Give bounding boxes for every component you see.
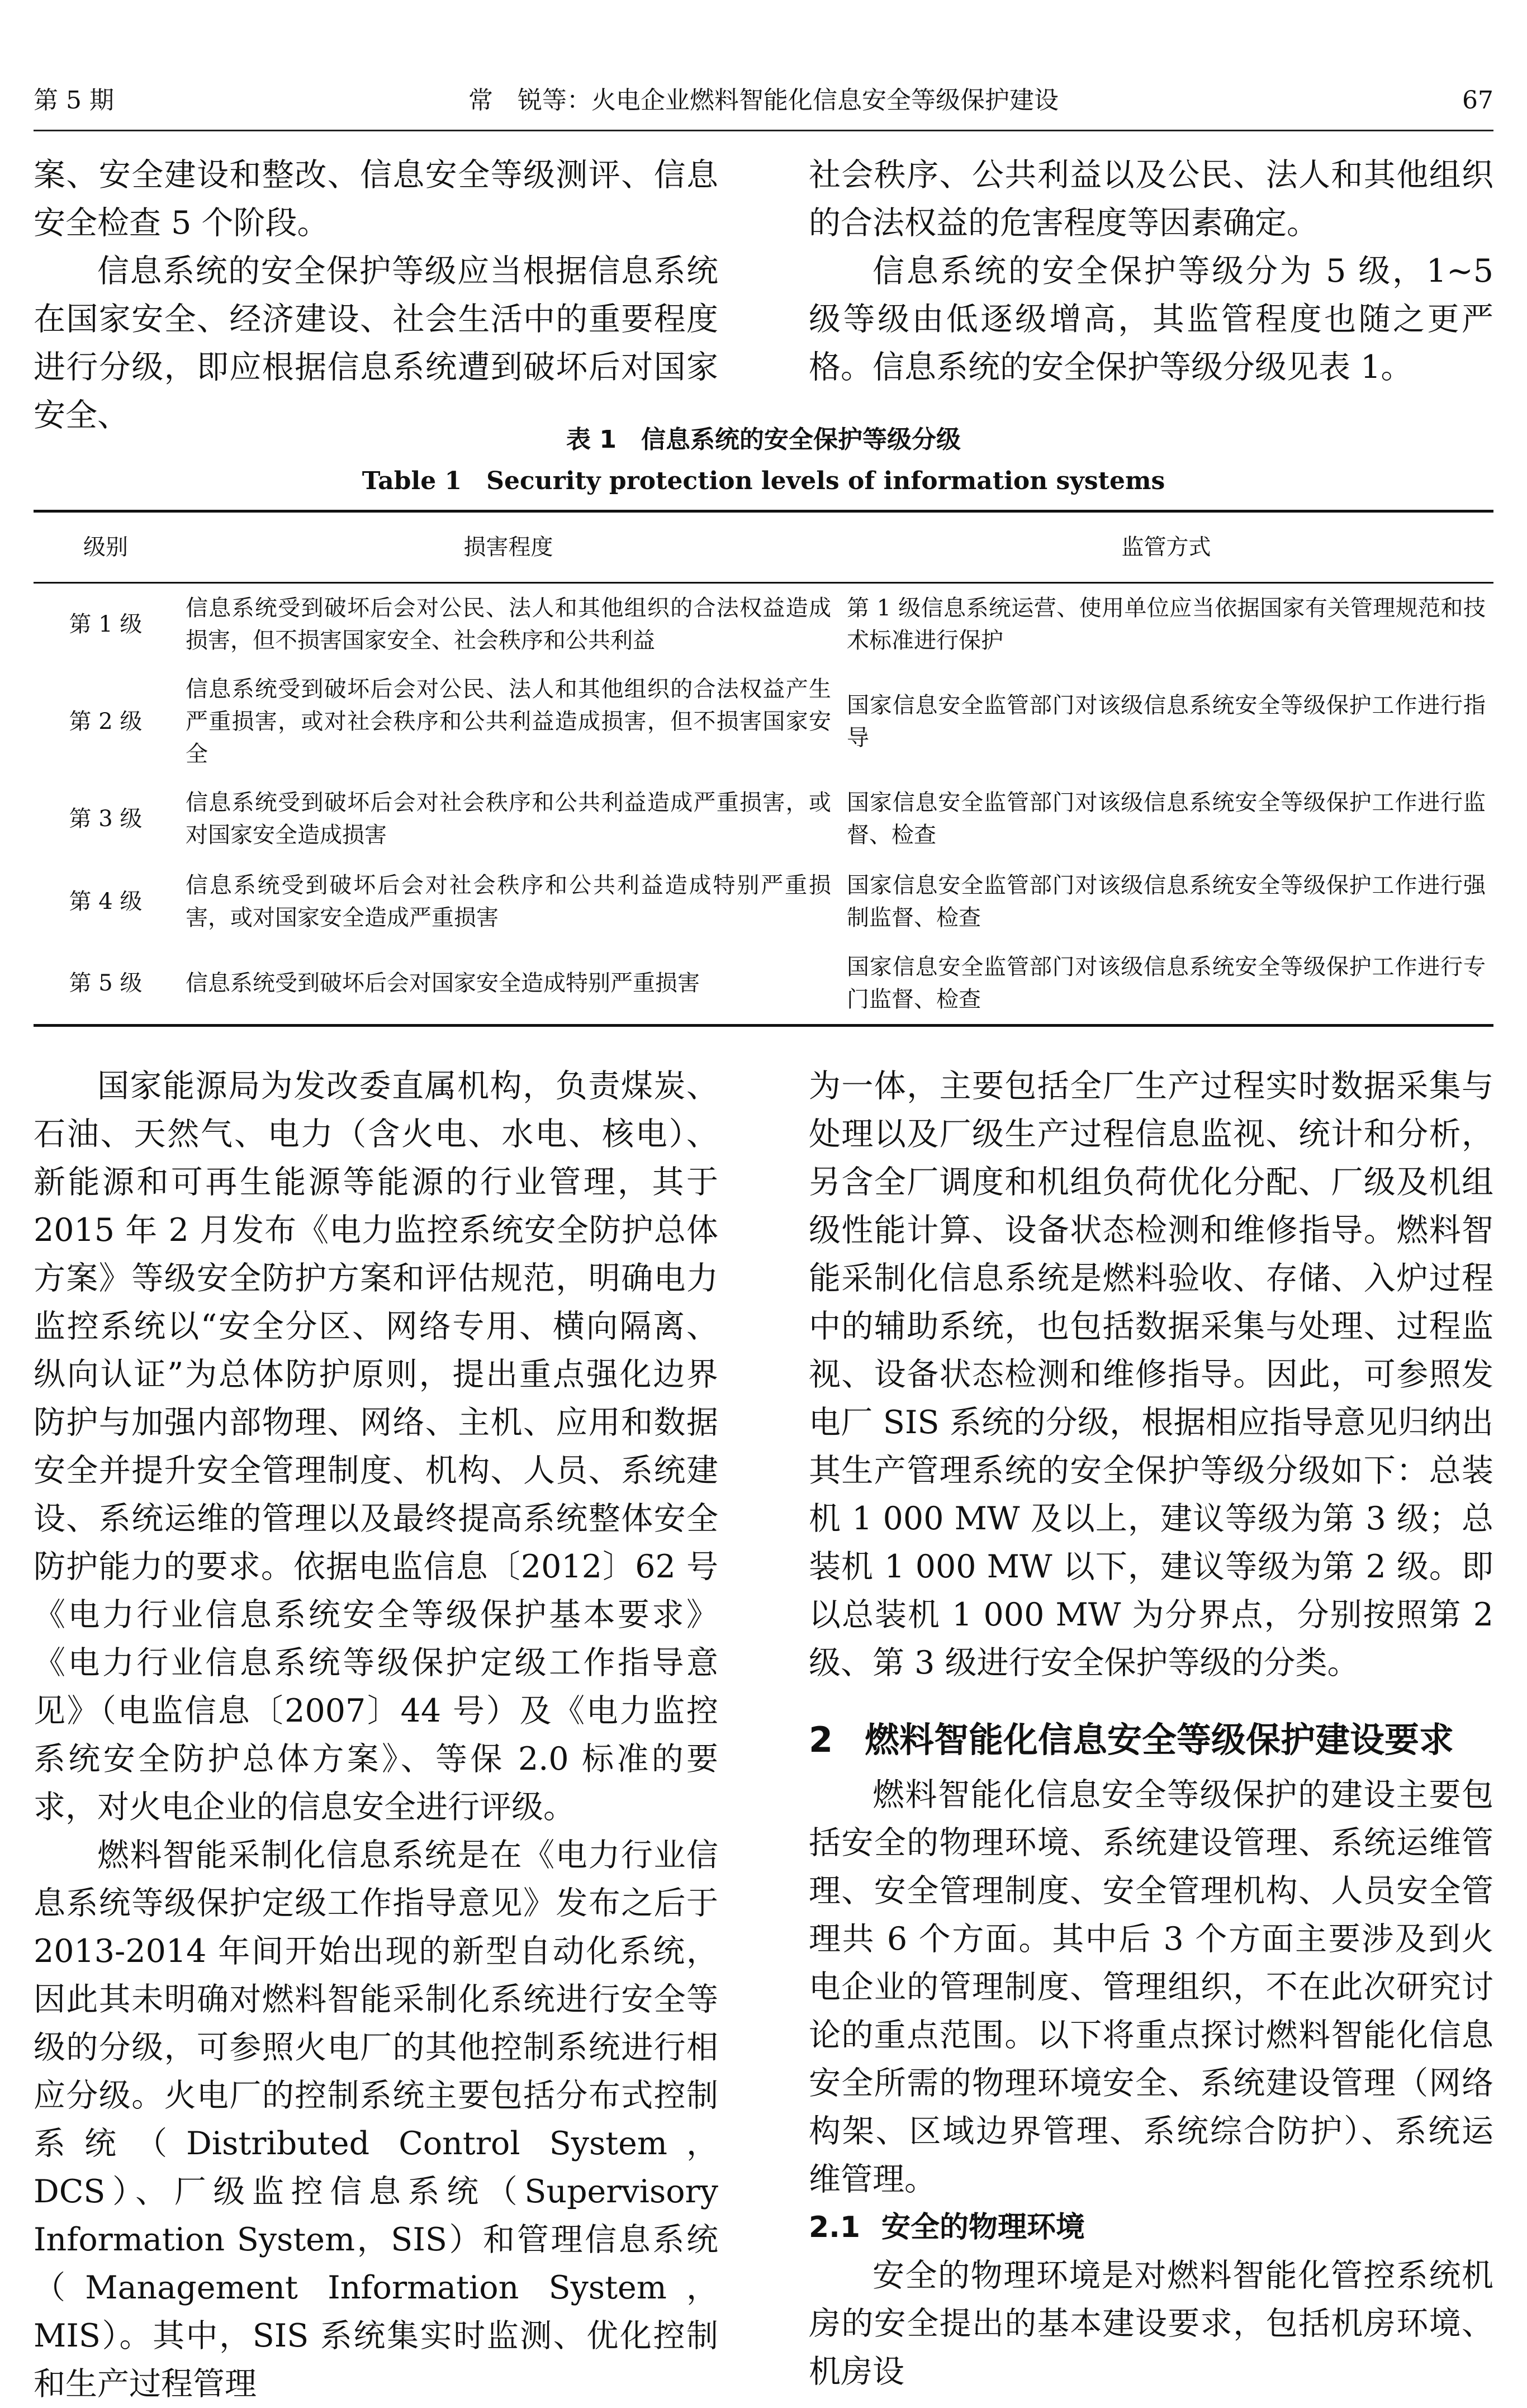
table-row <box>34 583 1493 666</box>
subsection-number: 2.1 <box>809 2211 861 2244</box>
left-column-bottom <box>34 1062 718 2408</box>
supervision-cell: 国家信息安全监管部门对该级信息系统安全等级保护工作进行监督、检查 <box>847 789 1486 848</box>
table-caption-cn: 表 1 信息系统的安全保护等级分级 <box>566 425 961 454</box>
level-cell: 第 5 级 <box>69 970 143 997</box>
damage-cell: 信息系统受到破坏后会对社会秩序和公共利益造成严重损害，或对国家安全造成损害 <box>186 789 831 848</box>
paragraph: 为一体，主要包括全厂生产过程实时数据采集与处理以及厂级生产过程信息监视、统计和分析，另含全厂调度和机组负荷优化分配、厂级及机组级性能计算、设备状态检测和维修指导。燃料智能采制化信息系统是燃料验收、存储、入炉过程中的辅助系统，也包括数据采集与处理、过程监视、设备状态检测和维修指导。因此，可参照发电厂 SIS 系统的分级，根据相应指导意见归纳出其生产管理系统的安全保护等级分级如下：总装机 1 000 MW 及以上，建议等级为第 3 级；总装机 1 000 MW 以下，建议等级为第 2 级。即以总装机 1 000 MW 为分界点，分别按照第 2 级、第 3 级进行安全保护等级的分类。 <box>809 1068 1493 1681</box>
level-cell: 第 4 级 <box>69 888 143 914</box>
column-header-level: 级别 <box>83 534 128 560</box>
table-caption-en: Table 1 Security protection levels of information systems <box>362 467 1165 495</box>
level-cell: 第 2 级 <box>69 708 143 734</box>
table-row <box>34 666 1493 778</box>
paragraph: 信息系统的安全保护等级应当根据信息系统在国家安全、经济建设、社会生活中的重要程度进行分级，即应根据信息系统遭到破坏后对国家安全、 <box>34 253 718 434</box>
right-column-bottom <box>809 1062 1493 2396</box>
running-header <box>34 78 1493 123</box>
supervision-cell: 国家信息安全监管部门对该级信息系统安全等级保护工作进行强制监督、检查 <box>847 872 1486 931</box>
supervision-cell: 国家信息安全监管部门对该级信息系统安全等级保护工作进行专门监督、检查 <box>847 954 1486 1013</box>
section-number: 2 <box>809 1719 833 1760</box>
page-number: 67 <box>1462 86 1493 115</box>
issue-label: 第 5 期 <box>34 86 114 115</box>
paragraph: 信息系统的安全保护等级分为 5 级，1~5 级等级由低逐级增高，其监管程度也随之更严格。信息系统的安全保护等级分级见表 1。 <box>809 253 1493 386</box>
subsection-title: 安全的物理环境 <box>881 2211 1085 2244</box>
paragraph: 安全的物理环境是对燃料智能化管控系统机房的安全提出的基本建设要求，包括机房环境、机房设 <box>809 2257 1493 2390</box>
damage-cell: 信息系统受到破坏后会对公民、法人和其他组织的合法权益造成损害，但不损害国家安全、社会秩序和公共利益 <box>186 595 831 654</box>
supervision-cell: 国家信息安全监管部门对该级信息系统安全等级保护工作进行指导 <box>847 692 1486 751</box>
security-levels-table <box>34 510 1493 1027</box>
paragraph: 国家能源局为发改委直属机构，负责煤炭、石油、天然气、电力（含火电、水电、核电）、新能源和可再生能源等能源的行业管理，其于 2015 年 2 月发布《电力监控系统安全防护总体方案》等级安全防护方案和评估规范，明确电力监控系统以“安全分区、网络专用、横向隔离、纵向认证”为总体防护原则，提出重点强化边界防护与加强内部物理、网络、主机、应用和数据安全并提升安全管理制度、机构、人员、系统建设、系统运维的管理以及最终提高系统整体安全防护能力的要求。依据电监信息〔2012〕62 号《电力行业信息系统安全等级保护基本要求》《电力行业信息系统等级保护定级工作指导意见》（电监信息〔2007〕44 号）及《电力监控系统安全防护总体方案》、等保 2.0 标准的要求，对火电企业的信息安全进行评级。 <box>34 1068 718 1826</box>
section-heading <box>809 1709 1493 1771</box>
running-title: 常 锐等：火电企业燃料智能化信息安全等级保护建设 <box>468 86 1059 115</box>
table-row <box>34 778 1493 860</box>
table-row <box>34 943 1493 1026</box>
table <box>34 510 1493 1027</box>
table-row <box>34 860 1493 943</box>
level-cell: 第 3 级 <box>69 805 143 832</box>
left-column-top <box>34 151 718 439</box>
right-column-top <box>809 151 1493 391</box>
supervision-cell: 第 1 级信息系统运营、使用单位应当依据国家有关管理规范和技术标准进行保护 <box>847 595 1486 654</box>
damage-cell: 信息系统受到破坏后会对社会秩序和公共利益造成特别严重损害，或对国家安全造成严重损害 <box>186 872 831 931</box>
damage-cell: 信息系统受到破坏后会对公民、法人和其他组织的合法权益产生严重损害，或对社会秩序和公共利益造成损害，但不损害国家安全 <box>186 676 831 767</box>
header-rule <box>34 130 1493 131</box>
paragraph: 燃料智能采制化信息系统是在《电力行业信息系统等级保护定级工作指导意见》发布之后于 2013-2014 年间开始出现的新型自动化系统，因此其未明确对燃料智能采制化系统进行安全等级的分级，可参照火电厂的其他控制系统进行相应分级。火电厂的控制系统主要包括分布式控制系统（Distributed Control System，DCS）、厂级监控信息系统（Supervisory Information System，SIS）和管理信息系统（Management Information System，MIS）。其中，SIS 系统集实时监测、优化控制和生产过程管理 <box>34 1837 718 2402</box>
paragraph: 燃料智能化信息安全等级保护的建设主要包括安全的物理环境、系统建设管理、系统运维管理、安全管理制度、安全管理机构、人员安全管理共 6 个方面。其中后 3 个方面主要涉及到火电企业的管理制度、管理组织，不在此次研究讨论的重点范围。以下将重点探讨燃料智能化信息安全所需的物理环境安全、系统建设管理（网络构架、区域边界管理、系统综合防护）、系统运维管理。 <box>809 1776 1493 2198</box>
column-header-damage: 损害程度 <box>463 534 553 560</box>
level-cell: 第 1 级 <box>69 612 143 638</box>
section-title: 燃料智能化信息安全等级保护建设要求 <box>865 1719 1454 1760</box>
damage-cell: 信息系统受到破坏后会对国家安全造成特别严重损害 <box>186 970 700 997</box>
paragraph: 案、安全建设和整改、信息安全等级测评、信息安全检查 5 个阶段。 <box>34 157 718 241</box>
column-header-supervision: 监管方式 <box>1121 534 1211 560</box>
table-header-row <box>34 511 1493 583</box>
paragraph: 社会秩序、公共利益以及公民、法人和其他组织的合法权益的危害程度等因素确定。 <box>809 157 1493 241</box>
subsection-heading <box>809 2203 1493 2251</box>
